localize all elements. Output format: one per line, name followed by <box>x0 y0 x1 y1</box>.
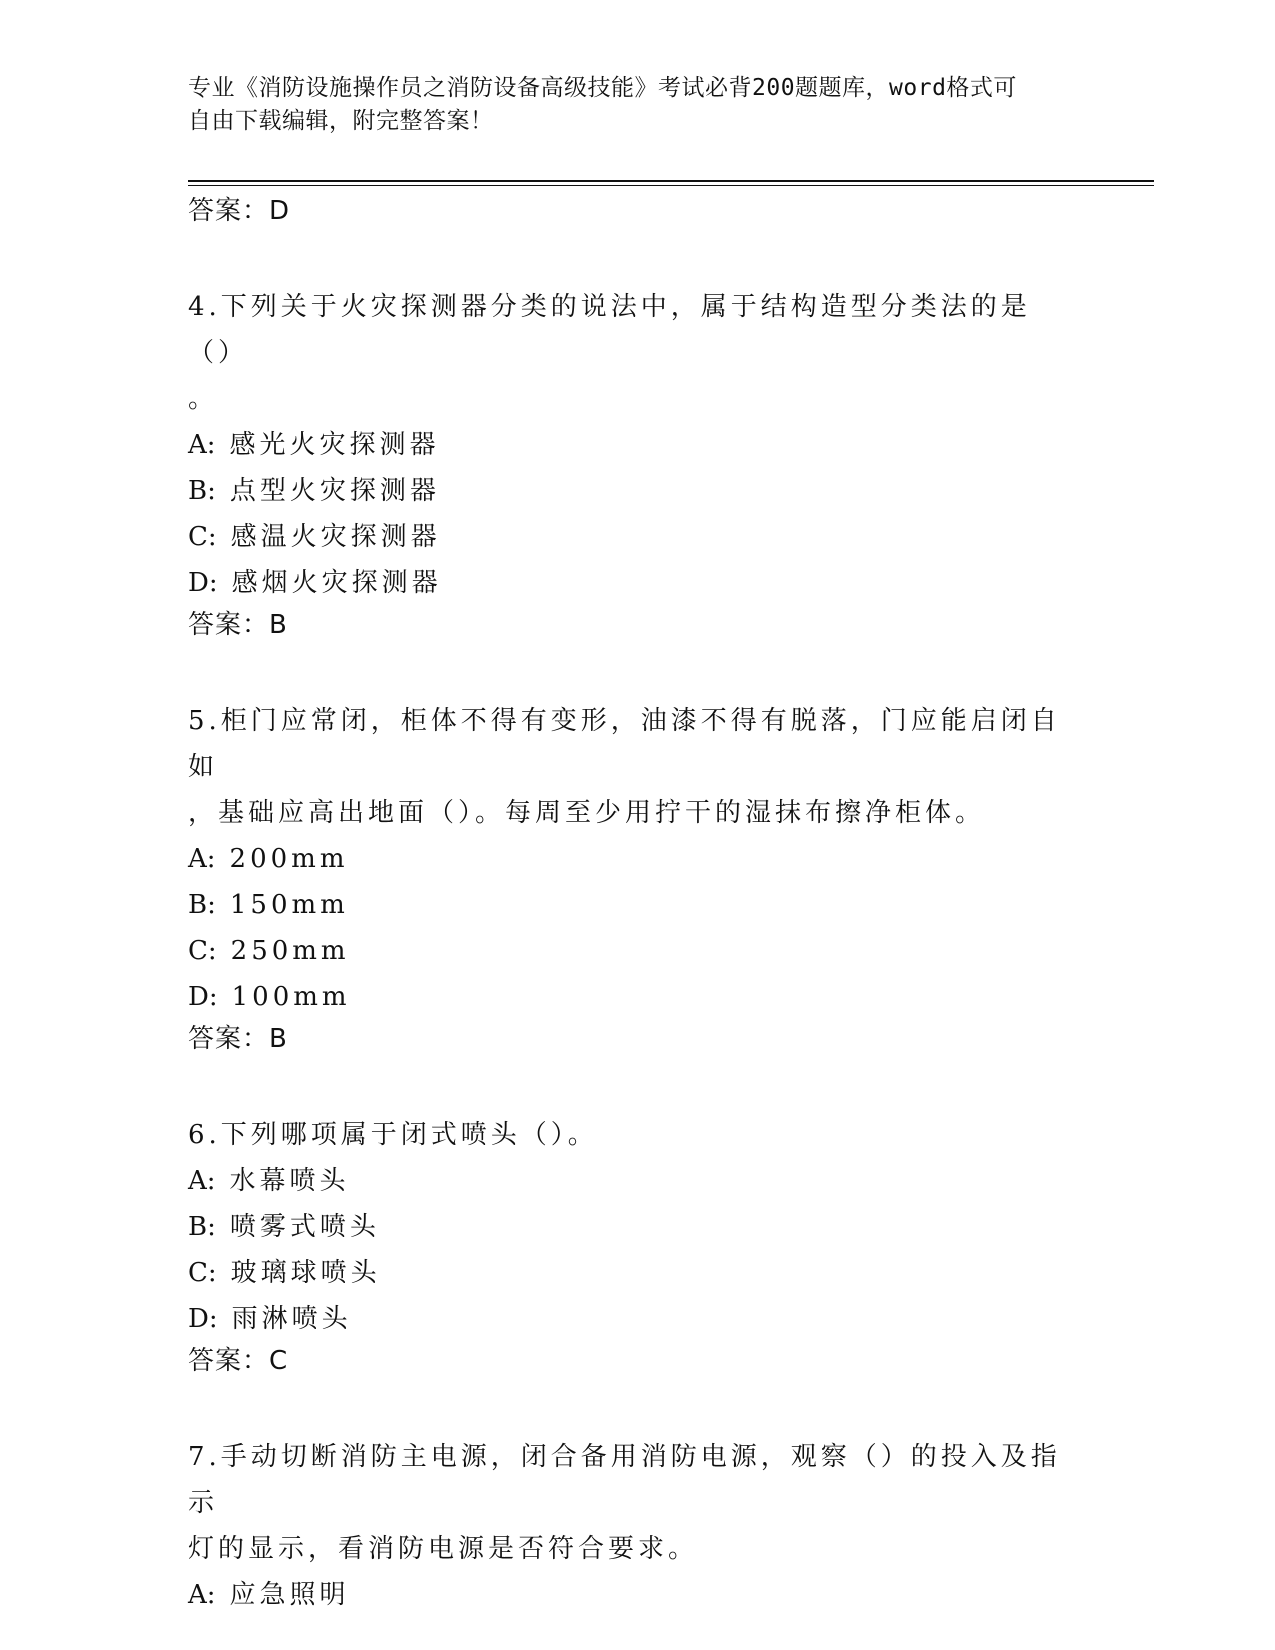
option-text: 100mm <box>231 982 351 1012</box>
option-a <box>188 1572 1068 1618</box>
question-block <box>188 1434 1068 1618</box>
option-key: D: <box>188 982 218 1012</box>
option-text: 感烟火灾探测器 <box>231 568 442 598</box>
question-block <box>188 698 1068 1058</box>
option-key: B: <box>188 476 216 506</box>
option-c <box>188 928 1068 974</box>
question-stem-line: 4.下列关于火灾探测器分类的说法中，属于结构造型分类法的是（） <box>188 292 1031 368</box>
question-stem-line: 5.柜门应常闭，柜体不得有变形，油漆不得有脱落，门应能启闭自如 <box>188 706 1061 782</box>
document-header <box>188 72 1068 138</box>
option-key: C: <box>188 1258 217 1288</box>
question-stem-line: 7.手动切断消防主电源，闭合备用消防电源，观察（）的投入及指示 <box>188 1442 1061 1518</box>
question-stem-line: ，基础应高出地面（）。每周至少用拧干的湿抹布擦净柜体。 <box>188 798 986 828</box>
option-key: A: <box>188 1166 216 1196</box>
option-b <box>188 468 1068 514</box>
option-key: A: <box>188 1580 216 1610</box>
option-text: 玻璃球喷头 <box>230 1258 381 1288</box>
option-key: A: <box>188 430 216 460</box>
option-key: D: <box>188 568 218 598</box>
question-block <box>188 1112 1068 1380</box>
option-a <box>188 1158 1068 1204</box>
question-stem <box>188 284 1068 422</box>
option-a <box>188 836 1068 882</box>
option-text: 喷雾式喷头 <box>229 1212 380 1242</box>
question-list <box>188 192 1068 1618</box>
option-key: D: <box>188 1304 218 1334</box>
question-block <box>188 284 1068 644</box>
option-key: C: <box>188 522 217 552</box>
header-rule-thin <box>188 185 1154 186</box>
option-c <box>188 514 1068 560</box>
option-c <box>188 1250 1068 1296</box>
answer-line: 答案：B <box>188 1024 288 1054</box>
answer-line: 答案：D <box>188 196 291 226</box>
option-text: 感光火灾探测器 <box>229 430 440 460</box>
option-key: B: <box>188 890 216 920</box>
option-key: A: <box>188 844 216 874</box>
option-d <box>188 1296 1068 1342</box>
option-text: 200mm <box>229 844 349 874</box>
question-stem-line: 。 <box>188 384 219 414</box>
question-stem-line: 6.下列哪项属于闭式喷头（）。 <box>188 1120 598 1150</box>
question-stem-line: 灯的显示，看消防电源是否符合要求。 <box>188 1534 699 1564</box>
option-text: 雨淋喷头 <box>231 1304 352 1334</box>
option-text: 150mm <box>229 890 349 920</box>
option-text: 应急照明 <box>229 1580 350 1610</box>
option-b <box>188 1204 1068 1250</box>
option-key: C: <box>188 936 217 966</box>
header-rule <box>188 180 1154 182</box>
header-line-2: 自由下载编辑，附完整答案！ <box>188 108 494 134</box>
option-d <box>188 560 1068 606</box>
option-key: B: <box>188 1212 216 1242</box>
question-stem <box>188 698 1068 836</box>
header-line-1: 专业《消防设施操作员之消防设备高级技能》考试必背200题题库，word格式可 <box>188 75 1017 101</box>
option-a <box>188 422 1068 468</box>
option-text: 250mm <box>230 936 350 966</box>
option-text: 水幕喷头 <box>229 1166 350 1196</box>
option-b <box>188 882 1068 928</box>
question-stem <box>188 1434 1068 1572</box>
question-stem <box>188 1112 1068 1158</box>
option-text: 点型火灾探测器 <box>229 476 440 506</box>
option-d <box>188 974 1068 1020</box>
answer-line: 答案：B <box>188 610 288 640</box>
option-text: 感温火灾探测器 <box>230 522 441 552</box>
answer-line: 答案：C <box>188 1346 289 1376</box>
